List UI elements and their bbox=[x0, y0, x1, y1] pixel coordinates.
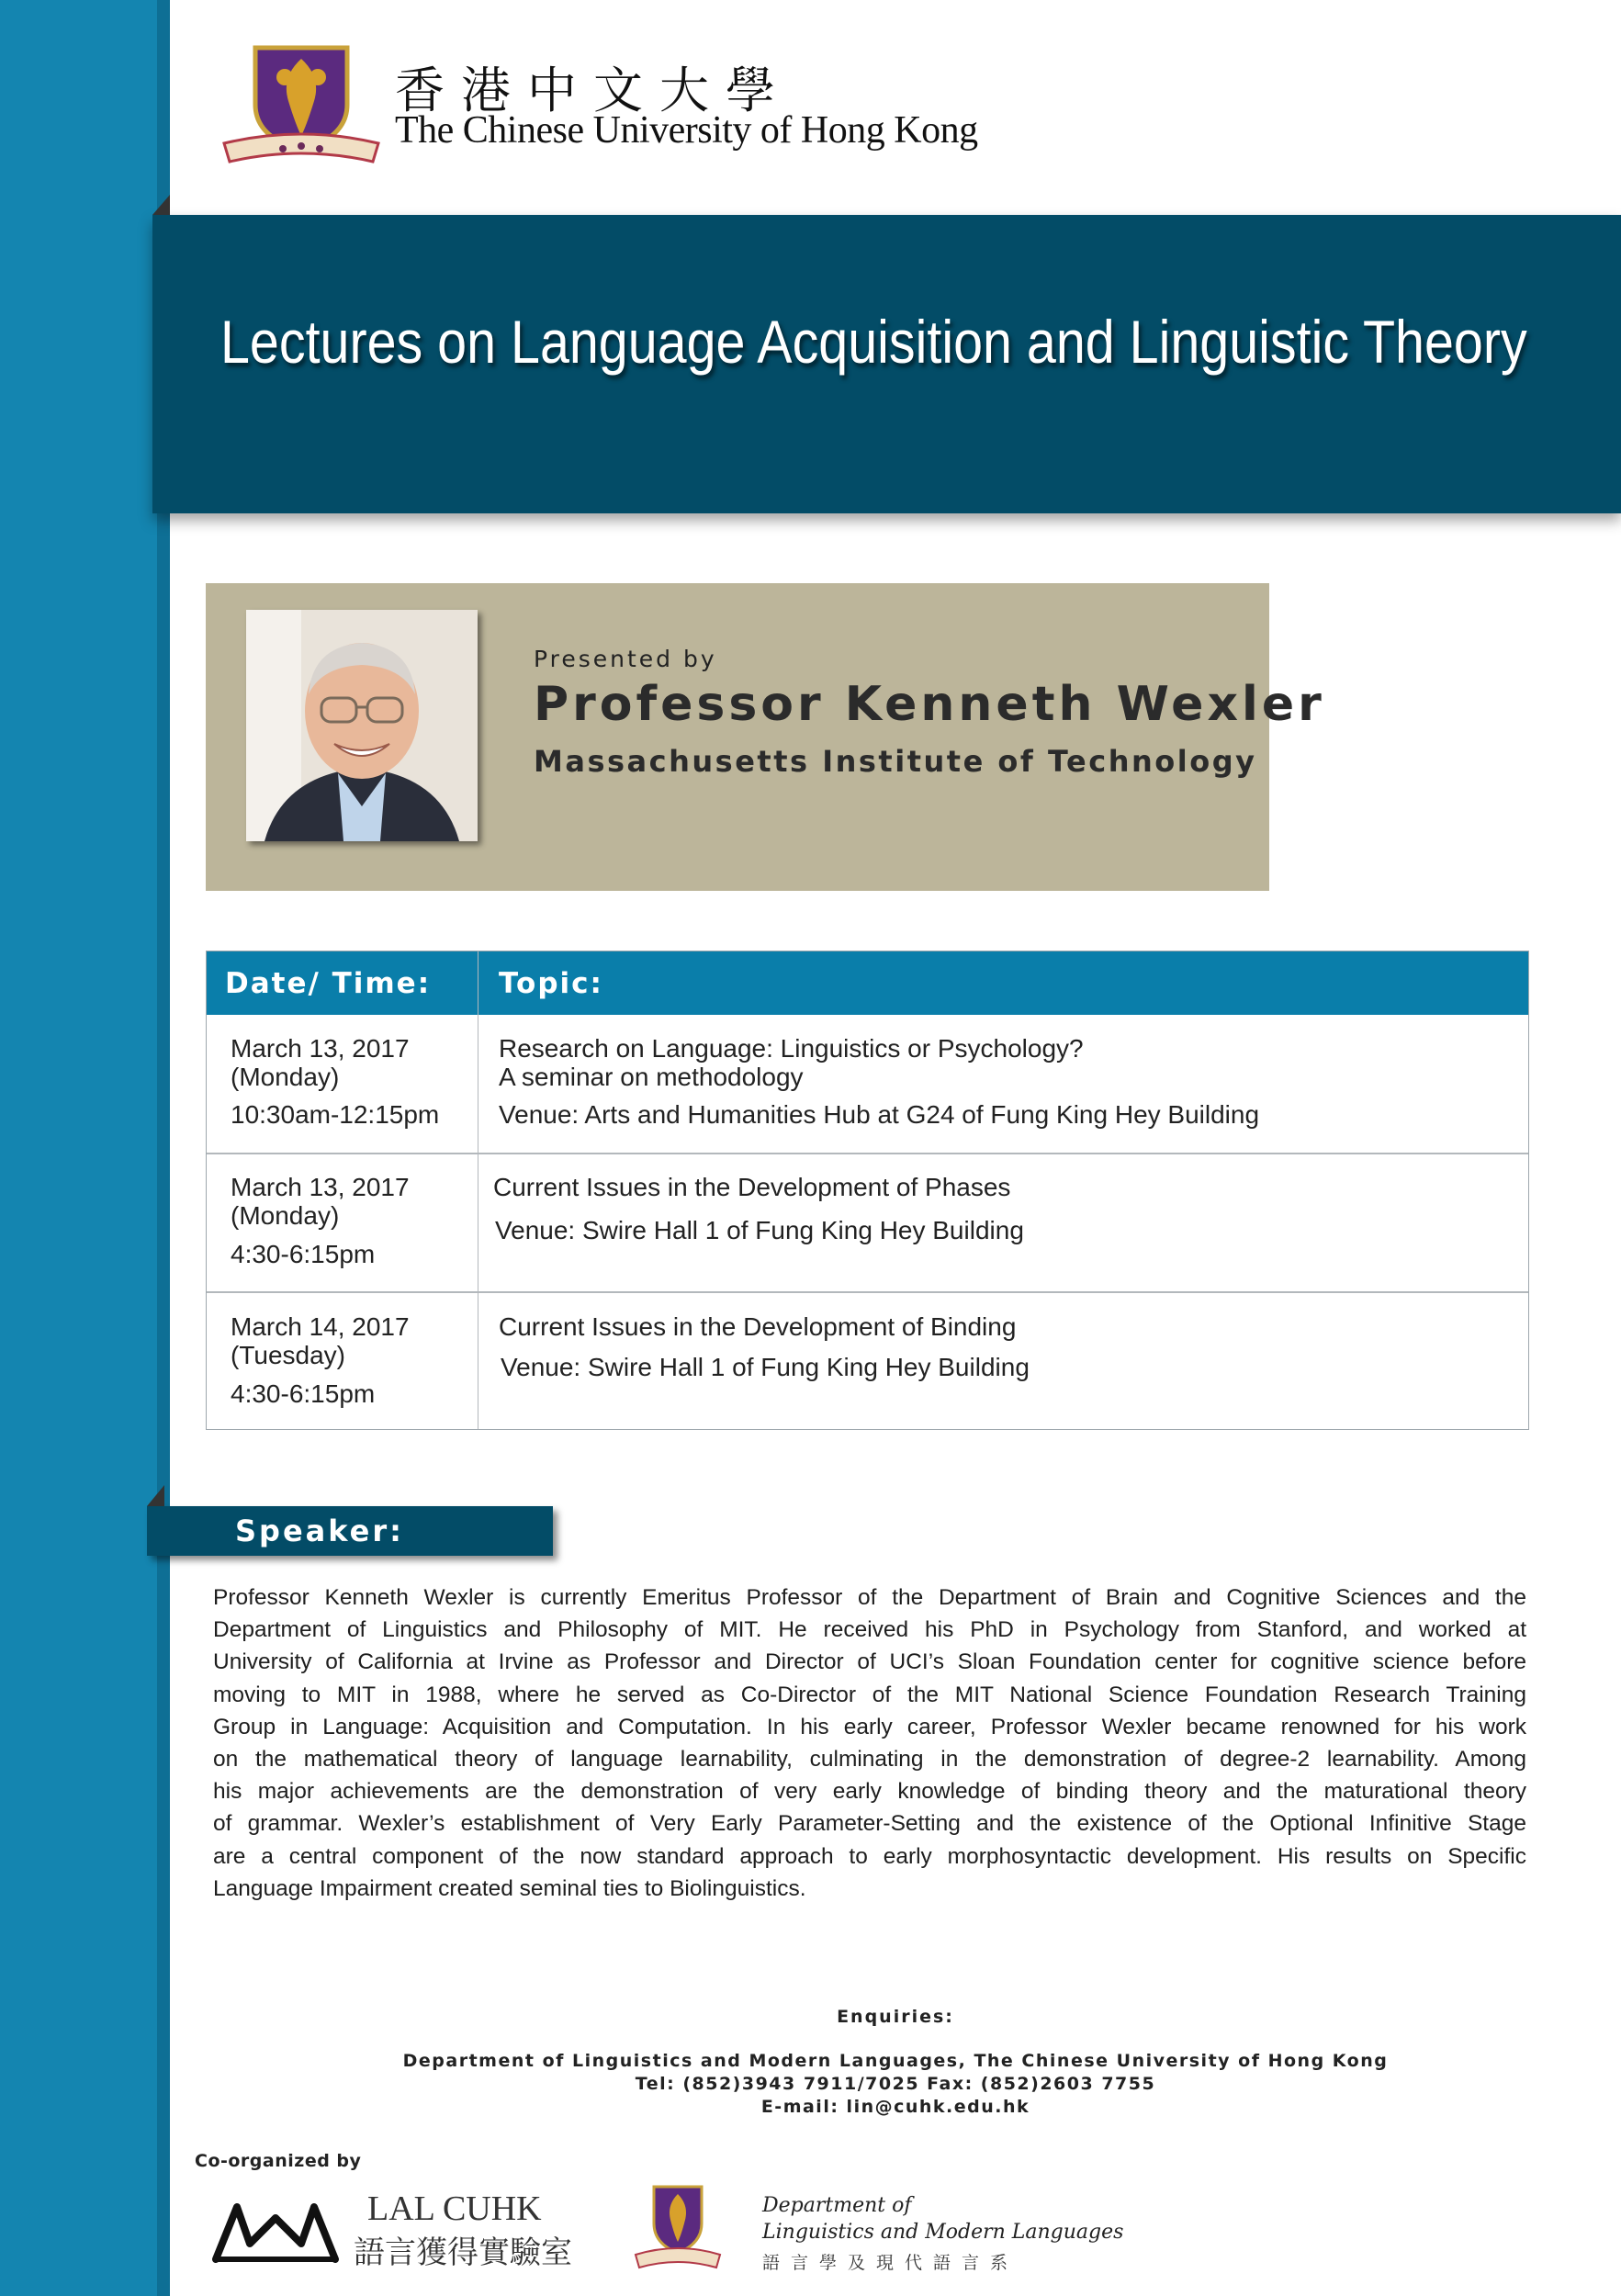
lecture-series-title: Lectures on Language Acquisition and Linguistic Theory bbox=[220, 308, 1527, 376]
enquiries-email: E-mail: lin@cuhk.edu.hk bbox=[760, 2097, 1030, 2117]
department-name-line1: Department of bbox=[762, 2194, 912, 2217]
lal-cuhk-chinese-name: 語言獲得實驗室 bbox=[354, 2234, 572, 2271]
row3-date: March 14, 2017 bbox=[231, 1312, 410, 1341]
row3-day: (Tuesday) bbox=[231, 1341, 346, 1369]
row1-venue: Venue: Arts and Humanities Hub at G24 of Fung King Hey Building bbox=[499, 1100, 1260, 1129]
university-name-english: The Chinese University of Hong Kong bbox=[395, 109, 978, 152]
bio-line: on the mathematical theory of language learnability, culminating in the demonstration of degree-2 learnability. Among bbox=[213, 1747, 1526, 1773]
row-divider bbox=[207, 1291, 1528, 1293]
department-name-line2: Linguistics and Modern Languages bbox=[762, 2221, 1124, 2244]
speaker-photo bbox=[246, 610, 478, 841]
lecture-schedule-table bbox=[206, 951, 1529, 1430]
speaker-section-heading bbox=[147, 1506, 553, 1556]
enquiries-title: Enquiries: bbox=[837, 2007, 954, 2027]
row3-topic: Current Issues in the Development of Binding bbox=[499, 1312, 1017, 1341]
coorganized-by-label: Co-organized by bbox=[195, 2151, 362, 2171]
presenter-box bbox=[206, 583, 1325, 891]
row1-time: 10:30am-12:15pm bbox=[231, 1100, 440, 1129]
speaker-portrait-icon bbox=[246, 610, 478, 841]
enquiries-department: Department of Linguistics and Modern Languages, The Chinese University of Hong Kong bbox=[402, 2051, 1389, 2071]
row1-date: March 13, 2017 bbox=[231, 1034, 410, 1063]
header-date-time: Date/ Time: bbox=[225, 967, 432, 1000]
cuhk-crest-logo bbox=[219, 40, 384, 169]
side-accent-bar bbox=[0, 0, 170, 2296]
bio-line: Group in Language: Acquisition and Computation. In his early career, Professor Wexler became renowned for his work bbox=[213, 1714, 1526, 1739]
bio-line: moving to MIT in 1988, where he served as Co-Director of the MIT National Science Foundation Research Training bbox=[213, 1682, 1526, 1707]
bio-line: are a central component of the now standard approach to early morphosyntactic development. His results on Specific bbox=[213, 1843, 1526, 1869]
row3-time: 4:30-6:15pm bbox=[231, 1379, 376, 1408]
bio-line: of grammar. Wexler’s establishment of Very Early Parameter-Setting and the existence of the Optional Infinitive Stage bbox=[213, 1811, 1526, 1837]
bio-line: University of California at Irvine as Professor and Director of UCI’s Sloan Foundation center for cognitive science before bbox=[213, 1649, 1526, 1675]
row2-venue: Venue: Swire Hall 1 of Fung King Hey Building bbox=[495, 1216, 1024, 1244]
university-name-chinese: 香港中文大學 bbox=[395, 62, 792, 119]
row2-topic: Current Issues in the Development of Phases bbox=[493, 1173, 1011, 1201]
department-name-chinese: 語言學及現代語言系 bbox=[762, 2253, 1019, 2273]
title-banner bbox=[152, 215, 1621, 513]
row3-venue: Venue: Swire Hall 1 of Fung King Hey Building bbox=[501, 1353, 1030, 1381]
speaker-name: Professor Kenneth Wexler bbox=[534, 677, 1325, 732]
lal-cuhk-name: LAL CUHK bbox=[367, 2189, 542, 2228]
row2-time: 4:30-6:15pm bbox=[231, 1240, 376, 1268]
header-topic: Topic: bbox=[499, 967, 603, 1000]
lal-cuhk-logo bbox=[211, 2190, 340, 2264]
bio-line: his major achievements are the demonstration of very early knowledge of binding theory and the maturational theory bbox=[213, 1779, 1526, 1805]
row1-topic-subtitle: A seminar on methodology bbox=[499, 1063, 804, 1091]
row2-day: (Monday) bbox=[231, 1201, 340, 1230]
presented-by-label: Presented by bbox=[534, 646, 717, 672]
speaker-biography bbox=[213, 1581, 1526, 1905]
enquiries-tel-fax: Tel: (852)3943 7911/7025 Fax: (852)2603 7755 bbox=[635, 2074, 1156, 2094]
tab-fold bbox=[147, 1485, 164, 1506]
bio-line: Professor Kenneth Wexler is currently Emeritus Professor of the Department of Brain and Cognitive Sciences and the bbox=[213, 1585, 1526, 1610]
department-crest-logo bbox=[632, 2181, 724, 2273]
banner-fold bbox=[152, 195, 170, 215]
bio-line: Department of Linguistics and Philosophy of MIT. He received his PhD in Psychology from Stanford, and worked at bbox=[213, 1617, 1526, 1643]
row1-topic: Research on Language: Linguistics or Psychology? bbox=[499, 1034, 1084, 1063]
row2-date: March 13, 2017 bbox=[231, 1173, 410, 1201]
row-divider bbox=[207, 1153, 1528, 1154]
speaker-institution: Massachusetts Institute of Technology bbox=[534, 744, 1257, 779]
speaker-heading-label: Speaker: bbox=[235, 1514, 404, 1548]
bio-line: Language Impairment created seminal ties to Biolinguistics. bbox=[213, 1875, 806, 1901]
row1-day: (Monday) bbox=[231, 1063, 340, 1091]
